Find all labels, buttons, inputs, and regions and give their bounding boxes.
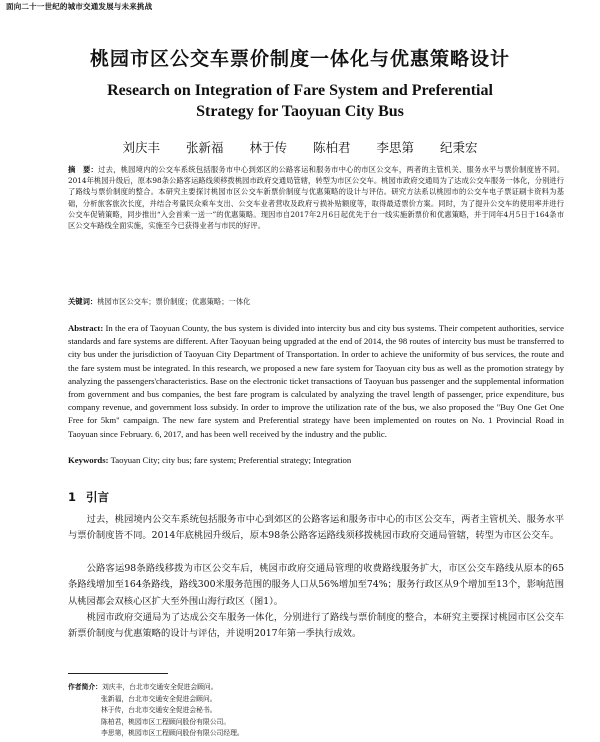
keywords-chinese-text: 桃园市区公交车；票价制度；优惠策略；一体化 [97,297,251,306]
author: 张新福 [185,140,224,155]
keywords-english-label: Keywords: [68,455,109,465]
author: 刘庆丰 [122,140,160,155]
keywords-english-text: Taoyuan City; city bus; fare system; Preferential strategy; Integration [110,455,352,465]
title-chinese: 桃园市区公交车票价制度一体化与优惠策略设计 [89,48,510,70]
footnotes [68,682,244,740]
running-header: 面向二十一世纪的城市交通发展与未来挑战 [6,2,153,11]
author: 林于传 [249,140,287,155]
body-paragraph: 公路客运98条路线移拨为市区公交车后，桃园市政府交通局管理的收费路线服务扩大，市区公交车路线从原本的65条路线增加至164条路线，路线300米服务范围的服务人口从56%增加至74%；服务行政区从9个增加至13个，影响范围从桃园都会双核心区扩大至外围山海行政区（图1）。 [68,563,564,607]
footnote-line: 张新福，台北市交通安全促进会顾问。 [101,694,217,703]
abstract-chinese-label: 摘 要： [68,165,99,174]
title-english [80,80,520,122]
abstract-chinese-text: 过去，桃园境内的公交车系统包括服务市中心到郊区的公路客运和服务市中心的市区公交车，两者的主管机关、服务水平与票价制度皆不同。2014年桃园升级后，原本98条公路客运路线须移拨桃园市政府交通局管辖，转型为市区公交车。桃园市政府交通局为了达成公交车服务一体化，分别进行了路线与票价制度的整合。本研究主要探讨桃园市区公交车新票价制度与优惠策略的设计与评估。研究方法系以桃园市的公交车电子票证刷卡资料为基础，分析旅客旅次长度，并结合考量民众乘车支出、公交车业者营收及政府亏损补贴额度等，取得最适票价方案。同时，为了提升公交车的使用率并进行公交车促销策略，同步推出“入会首乘一送一”的优惠策略。现因市自2017年2月6日起优先于台一线实施新票价和优惠策略，并于同年4月5日于164条市区公交车路线全面实施，实施至今已获得业者与市民的好评。 [68,165,564,231]
abstract-english [68,322,564,441]
footnote-line [68,682,244,694]
keywords-chinese [68,297,564,307]
footnote-label: 作者简介： [68,683,102,691]
section-number: 1 [68,490,77,504]
footnote-text: 刘庆丰，台北市交通安全促进会顾问。 [101,683,218,691]
abstract-english-text: In the era of Taoyuan County, the bus system is divided into intercity bus and city bus systems. Their competent authorities, service standards and fare systems are different. After Taoyuan being upgraded at the end of 2014, the 98 routes of intercity bus must be transferred to city bus under the jurisdiction of Taoyuan City Department of Transportation. In order to achieve the uniformity of bus services, the route and the fare system must be integrated. In this research, we proposed a new fare system for Taoyuan city bus as well as the promotion strategy by analyzing the passengers'characteristics. Base on the electronic ticket transactions of Taoyuan bus passenger and the supplemental information from government and bus companies, the best fare program is calculated by analyzing the travel length of passenger, price expenditure, bus company revenue, and government loss subsidy. In order to improve the utilization rate of the bus, we also proposed the "Buy One Get One Free for 5km" campaign. The new fare system and Preferential strategy have been implemented on routes on No. 1 Provincial Road in Taoyuan since February. 6, 2017, and has been well received by the industry and the public. [68,323,564,439]
keywords-english [68,455,564,465]
section-heading [68,489,109,505]
abstract-english-label: Abstract: [68,323,104,333]
body-paragraph: 桃园市政府交通局为了达成公交车服务一体化，分别进行了路线与票价制度的整合，本研究主要探讨桃园市区公交车新票价制度与优惠策略的设计与评估，并说明2017年第一季执行成效。 [68,612,564,640]
footnote-line: 李思第，桃园市区工程顾问股份有限公司经理。 [101,729,244,738]
footnote-line: 陈柏君，桃园市区工程顾问股份有限公司。 [101,717,231,726]
section-title: 引言 [86,490,110,504]
body-paragraph: 过去，桃园境内公交车系统包括服务市中心到郊区的公路客运和服务市中心的市区公交车，两者主管机关、服务水平与票价制度皆不同。2014年底桃园升级后，原本98条公路客运路线须移拨桃园市政府交通局管辖，转型为市区公交车。 [68,514,564,542]
abstract-chinese [68,164,564,231]
title-english-line-2: Strategy for Taoyuan City Bus [196,103,404,120]
footnote-line: 林于传，台北市交通安全促进会秘书。 [101,706,217,715]
author: 纪秉宏 [439,140,478,155]
author: 陈柏君 [312,140,351,155]
title-english-line-1: Research on Integration of Fare System and Preferential [107,82,493,99]
keywords-chinese-label: 关键词： [68,297,98,306]
author: 李思第 [376,140,414,155]
author-list [0,138,600,156]
footnote-divider [68,673,168,674]
